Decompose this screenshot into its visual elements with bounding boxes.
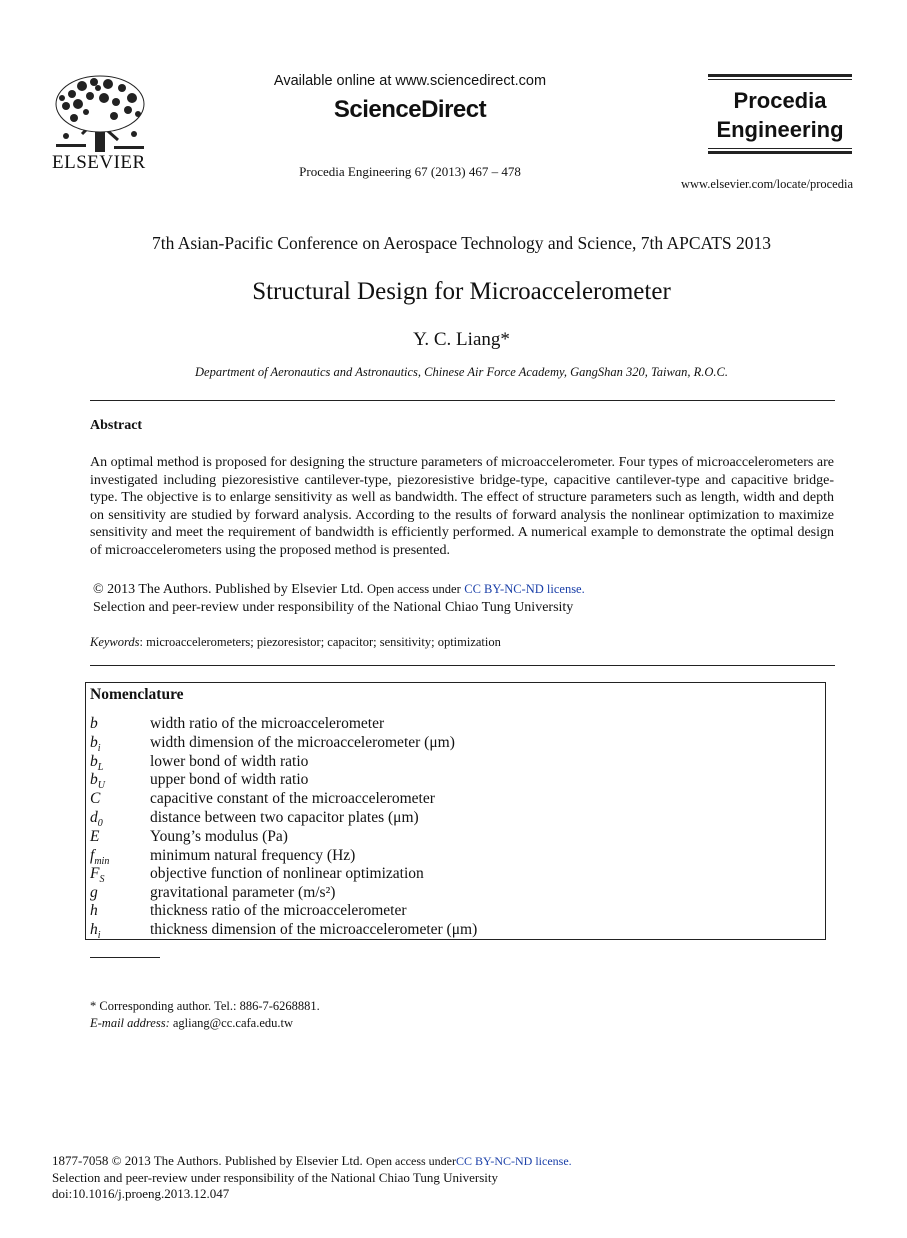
nomenclature-row xyxy=(90,883,810,902)
abstract-text: An optimal method is proposed for designing the structure parameters of microaccelerometer. Four types of microaccelerometers are investigated including piezoresistive cantilever-type, piezoresistive bridge-type, capacitive cantilever-type and capacitive bridge-type. The objective is to enlarge sensitivity as well as bandwidth. The effect of structure parameters such as length, width and depth on sensitivity are studied by forward analysis. According to the results of forward analysis the nonlinear optimization to maximize sensitivity and meet the requirement of bandwidth is efficiently performed. A numerical example to demonstrate the optimal design of microaccelerometers using the proposed method is presented. xyxy=(90,455,834,558)
footer-open-access: Open access under xyxy=(366,1154,456,1168)
symbol: $b_U$ xyxy=(90,771,105,792)
copyright-block xyxy=(93,581,833,616)
footer-peer-review: Selection and peer-review under responsibility of the National Chiao Tung University xyxy=(52,1169,498,1185)
paper-title: Structural Design for Microaccelerometer xyxy=(252,278,671,305)
definition: width ratio of the microaccelerometer xyxy=(150,715,385,732)
definition: lower bond of width ratio xyxy=(150,753,309,770)
open-access-text: Open access under xyxy=(367,582,461,596)
nomenclature-box xyxy=(85,682,826,940)
journal-title-line1: Procedia xyxy=(733,88,827,113)
symbol: $b_L$ xyxy=(90,753,104,774)
nomenclature-row xyxy=(90,789,810,808)
nomenclature-row xyxy=(90,920,810,942)
issn-copyright: 1877-7058 © 2013 The Authors. Published by Elsevier Ltd. xyxy=(52,1153,363,1168)
peer-review-text: Selection and peer-review under responsibility of the National Chiao Tung University xyxy=(93,599,574,615)
nomenclature-heading: Nomenclature xyxy=(90,686,184,703)
definition: Young’s modulus (Pa) xyxy=(150,828,288,845)
definition: capacitive constant of the microaccelerometer xyxy=(150,790,435,807)
symbol: E xyxy=(90,828,100,845)
divider xyxy=(708,148,852,149)
abstract-heading: Abstract xyxy=(90,418,143,433)
elsevier-logo xyxy=(52,74,152,174)
definition: thickness dimension of the microaccelerometer (μm) xyxy=(150,921,478,938)
copyright-line xyxy=(93,581,833,599)
license-link[interactable]: CC BY-NC-ND license. xyxy=(464,582,585,596)
symbol: $F_S$ xyxy=(90,865,105,886)
footer-license-link[interactable]: CC BY-NC-ND license. xyxy=(456,1154,572,1168)
nomenclature-row xyxy=(90,752,810,774)
footnote-divider xyxy=(90,957,160,958)
nomenclature-row xyxy=(90,770,810,792)
definition: thickness ratio of the microaccelerometer xyxy=(150,902,407,919)
elsevier-tree-icon xyxy=(52,74,150,154)
author: Y. C. Liang* xyxy=(413,329,510,350)
publisher-logo-text: ELSEVIER xyxy=(52,152,146,173)
symbol: h xyxy=(90,902,98,919)
journal-url[interactable]: www.elsevier.com/locate/procedia xyxy=(680,177,853,191)
definition: objective function of nonlinear optimization xyxy=(150,865,424,882)
nomenclature-row xyxy=(90,901,810,920)
sciencedirect-logo: ScienceDirect xyxy=(333,96,487,123)
nomenclature-row xyxy=(90,827,810,846)
divider xyxy=(90,665,835,666)
journal-title-line2: Engineering xyxy=(716,117,844,142)
symbol: $h_i$ xyxy=(90,921,101,942)
email-address[interactable]: agliang@cc.cafa.edu.tw xyxy=(172,1016,294,1030)
email-line xyxy=(90,1016,293,1031)
symbol: g xyxy=(90,884,98,901)
symbol: $d_0$ xyxy=(90,809,103,830)
keywords xyxy=(90,635,834,650)
email-label: E-mail address: xyxy=(90,1016,170,1030)
definition: minimum natural frequency (Hz) xyxy=(150,847,356,864)
symbol: C xyxy=(90,790,101,807)
keywords-list: : microaccelerometers; piezoresistor; capacitor; sensitivity; optimization xyxy=(139,635,501,649)
definition: width dimension of the microaccelerometer (μm) xyxy=(150,734,455,751)
corresponding-author: * Corresponding author. Tel.: 886-7-6268881. xyxy=(90,999,320,1013)
definition: upper bond of width ratio xyxy=(150,771,309,788)
keywords-label: Keywords xyxy=(90,635,140,649)
conference-name: 7th Asian-Pacific Conference on Aerospace Technology and Science, 7th APCATS 2013 xyxy=(151,233,772,253)
divider xyxy=(708,151,852,154)
symbol: $f_{min}$ xyxy=(90,847,110,868)
available-online: Available online at www.sciencedirect.com xyxy=(273,73,547,89)
footer-copyright-line xyxy=(52,1153,572,1170)
nomenclature-row xyxy=(90,864,810,886)
definition: gravitational parameter (m/s²) xyxy=(150,884,336,901)
journal-citation: Procedia Engineering 67 (2013) 467 – 478 xyxy=(299,164,521,179)
journal-logo xyxy=(708,74,852,154)
symbol: $b_i$ xyxy=(90,734,101,755)
symbol: b xyxy=(90,715,98,732)
nomenclature-row xyxy=(90,714,810,733)
nomenclature-row xyxy=(90,846,810,868)
journal-title xyxy=(708,80,852,148)
divider xyxy=(90,400,835,401)
doi[interactable]: doi:10.1016/j.proeng.2013.12.047 xyxy=(52,1186,230,1201)
definition: distance between two capacitor plates (μm) xyxy=(150,809,419,826)
page-footer xyxy=(52,1153,572,1203)
nomenclature-row xyxy=(90,808,810,830)
affiliation: Department of Aeronautics and Astronautics, Chinese Air Force Academy, GangShan 320, Taiwan, R.O.C. xyxy=(195,365,728,379)
nomenclature-row xyxy=(90,733,810,755)
copyright-text: © 2013 The Authors. Published by Elsevier Ltd. xyxy=(93,582,364,597)
divider xyxy=(708,74,852,77)
